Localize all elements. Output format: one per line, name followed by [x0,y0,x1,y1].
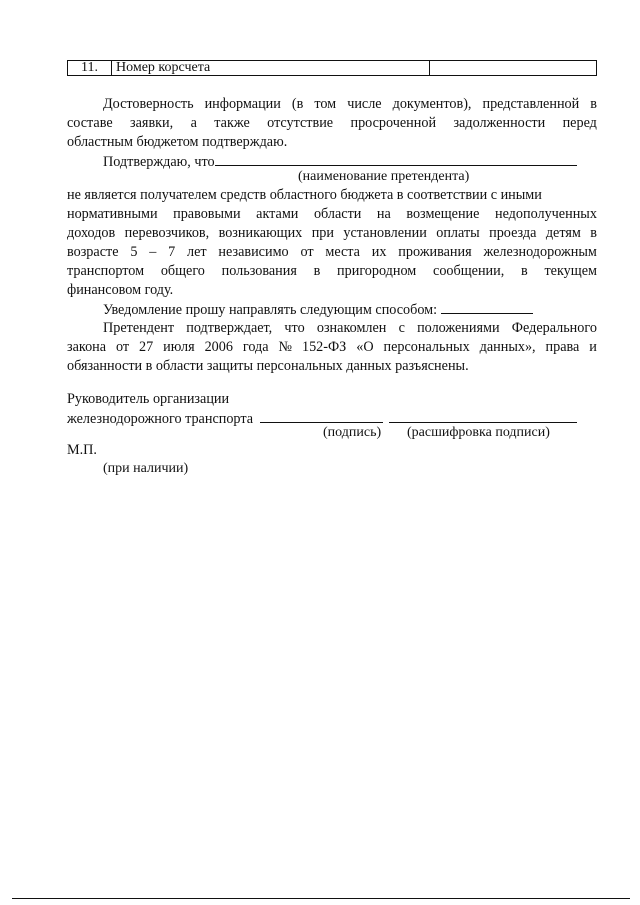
word: проживания [398,244,472,260]
word: с [398,320,405,336]
personal-data-line-2 [67,338,597,357]
word: информации [204,96,281,112]
head-of-organization-label: Руководитель организации [67,391,230,407]
word: персональных [383,339,470,355]
word: Достоверность [103,96,194,112]
word: в [313,263,321,279]
railway-transport-label: железнодорожного транспорта [67,411,254,427]
word: июля [163,339,195,355]
applicant-name-caption: (наименование претендента) [298,169,470,184]
word: подтверждает, [186,320,273,336]
non-recipient-paragraph [67,186,597,300]
word: закона [67,339,107,355]
stamp-label: М.П. [67,442,97,458]
word: года [242,339,269,355]
word: просроченной [350,115,437,131]
word: задолженности [453,115,546,131]
word: ознакомлен [316,320,387,336]
word: права [545,339,580,355]
word: Претендент [103,320,175,336]
notify-method-field[interactable] [441,300,533,314]
word: документов), [392,96,472,112]
word: правовыми [173,206,241,222]
non-recipient-line-2 [67,205,597,224]
non-recipient-line-6: финансовом году. [67,282,174,298]
word: места [325,244,360,260]
word: данных», [479,339,536,355]
word: 27 [139,339,154,355]
word: недополученных [494,206,597,222]
word: лет [187,244,207,260]
word: их [371,244,387,260]
word: от [116,339,130,355]
word: установлении [343,225,427,241]
word: а [190,115,197,131]
signature-decode-field[interactable] [389,409,577,423]
word: том [314,96,337,112]
word: перевозчиков, [124,225,210,241]
non-recipient-line-3 [67,224,597,243]
row-number: 11. [68,61,112,75]
word: 152-ФЗ [301,339,347,355]
word: заявки, [130,115,174,131]
word: представленной [482,96,580,112]
signature-decode-caption: (расшифровка подписи) [407,425,550,440]
personal-data-line-3: обязанности в области защиты персональных данных разъяснены. [67,358,469,374]
applicant-name-field[interactable] [215,152,577,166]
word: оплаты [436,225,480,241]
word: на [376,206,391,222]
word: составе [67,115,113,131]
row-label: Номер корсчета [112,61,430,75]
word: при [311,225,334,241]
word: транспортом [67,263,145,279]
word: № [278,339,293,355]
non-recipient-line-1: не является получателем средств областного бюджета в соответствии с иными [67,187,542,203]
word: общего [160,263,205,279]
personal-data-line-1 [67,319,597,338]
reliability-line-2 [67,114,597,133]
signature-caption: (подпись) [323,425,382,440]
word: возмещение [406,206,480,222]
signature-block [67,390,597,428]
word: возникающих [218,225,303,241]
page-bottom-rule [12,898,630,899]
word: пользования [221,263,297,279]
word: проезда [489,225,537,241]
word: и [589,339,597,355]
word: независимо [218,244,289,260]
word: перед [562,115,597,131]
word: нормативными [67,206,158,222]
correspondent-account-row [67,60,597,76]
word: числе [347,96,382,112]
word: Федерального [511,320,597,336]
word: текущем [544,263,597,279]
word: актами [256,206,299,222]
word: 2006 [204,339,233,355]
word: возрасте [67,244,119,260]
reliability-paragraph [67,95,597,152]
word: (в [291,96,304,112]
word: сообщении, [433,263,505,279]
word: также [214,115,250,131]
word: от [300,244,314,260]
word: области [313,206,362,222]
word: в [590,225,597,241]
word: что [284,320,305,336]
word: 7 [168,244,176,260]
personal-data-paragraph [67,319,597,376]
word: доходов [67,225,116,241]
word: – [149,244,157,260]
word: в [590,96,597,112]
confirm-prefix: Подтверждаю, что [103,154,215,170]
reliability-line-3: областным бюджетом подтверждаю. [67,134,288,150]
signature-field[interactable] [260,409,383,423]
reliability-line-1 [67,95,597,114]
word: отсутствие [267,115,334,131]
word: положениями [417,320,500,336]
word: «О [356,339,374,355]
notify-line [67,300,597,319]
word: пригородном [337,263,417,279]
row-value[interactable] [430,61,596,75]
non-recipient-line-5 [67,262,597,281]
word: в [521,263,528,279]
non-recipient-line-4 [67,243,597,262]
stamp-note: (при наличии) [103,461,189,476]
word: 5 [130,244,138,260]
word: железнодорожным [483,244,597,260]
word: детям [545,225,581,241]
notify-text: Уведомление прошу направлять следующим способом: [103,302,438,318]
